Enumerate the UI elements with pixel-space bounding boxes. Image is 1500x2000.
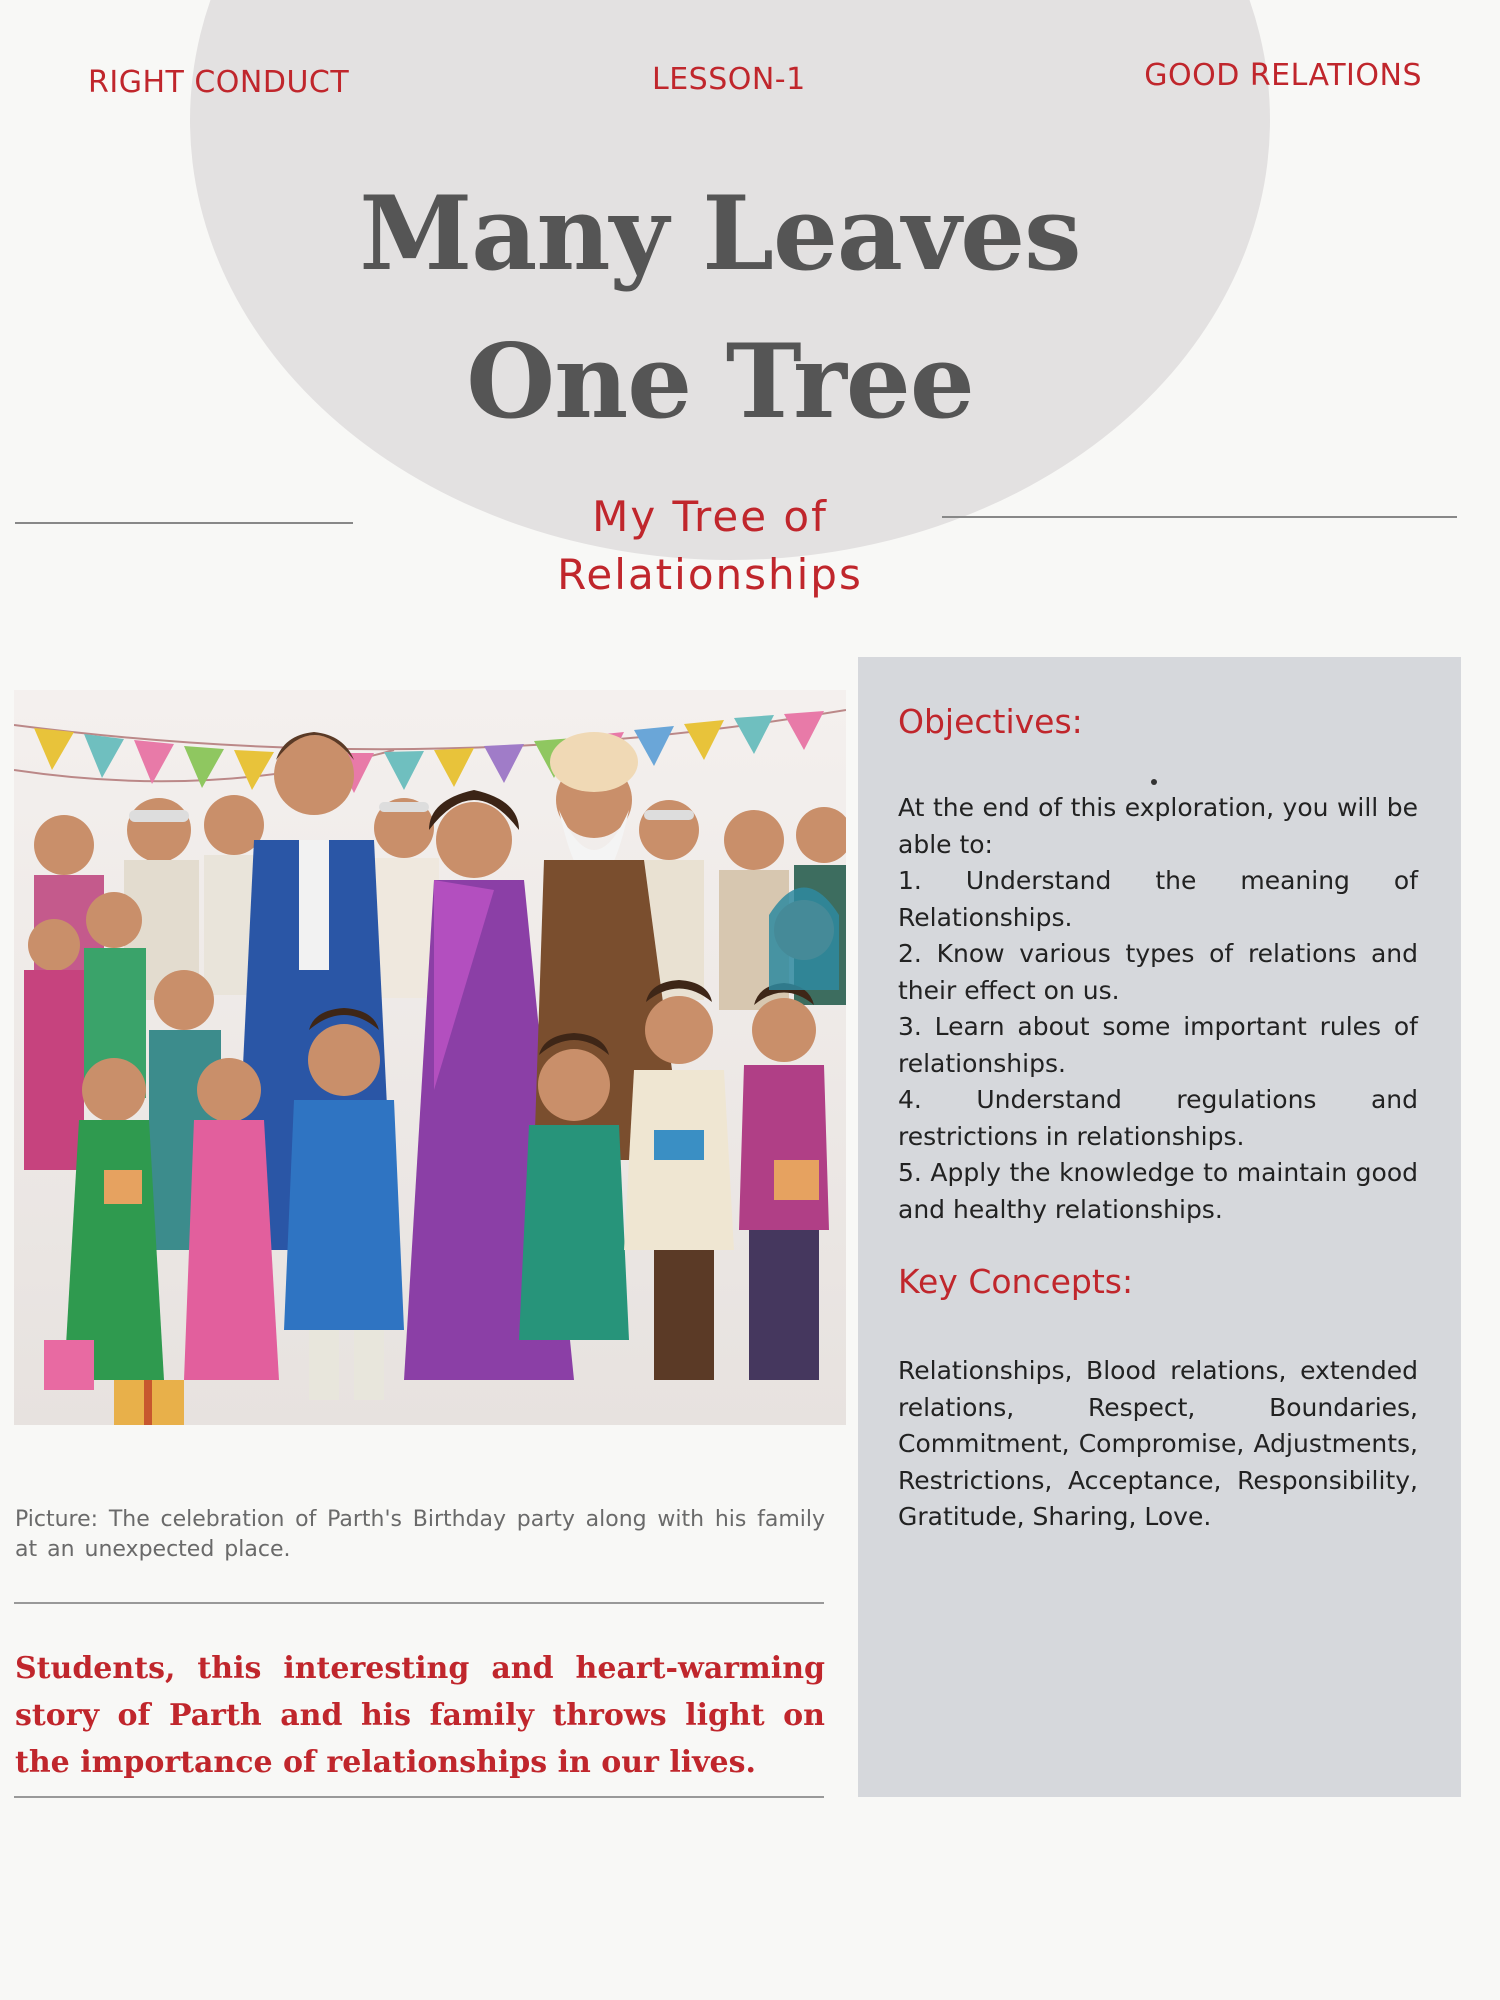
header-lesson: LESSON-1 (652, 62, 806, 97)
family-illustration-art (14, 690, 846, 1425)
objective-item: 2. Know various types of relations and their effect on us. (898, 939, 1418, 1005)
title-line-2: One Tree (466, 322, 974, 442)
subtitle-line-1: My Tree of (592, 492, 828, 541)
divider-caption-top (14, 1602, 824, 1604)
header-topic: GOOD RELATIONS (1144, 58, 1422, 93)
family-illustration (14, 690, 846, 1425)
objective-item: 1. Understand the meaning of Relationships. (898, 866, 1418, 932)
divider-caption-bottom (14, 1796, 824, 1798)
objective-item: 4. Understand regulations and restrictions in relationships. (898, 1085, 1418, 1151)
illustration-caption: Picture: The celebration of Parth's Birthday party along with his family at an unexpected place. (15, 1507, 825, 1562)
objectives-list (898, 790, 1418, 1228)
stray-dot (1151, 779, 1157, 785)
subtitle-line-2: Relationships (557, 550, 863, 599)
page-title (0, 160, 1440, 456)
key-concepts-heading: Key Concepts: (898, 1262, 1134, 1301)
objectives-heading: Objectives: (898, 702, 1083, 741)
objectives-lead: At the end of this exploration, you will be able to: (898, 793, 1418, 859)
objectives-panel (858, 657, 1461, 1797)
objective-item: 5. Apply the knowledge to maintain good and healthy relationships. (898, 1158, 1418, 1224)
objective-item: 3. Learn about some important rules of relationships. (898, 1012, 1418, 1078)
header-subject: RIGHT CONDUCT (88, 65, 350, 100)
divider-left (15, 522, 353, 524)
subtitle (500, 488, 920, 604)
title-line-1: Many Leaves (359, 174, 1081, 294)
intro-text: Students, this interesting and heart-warming story of Parth and his family throws light on the importance of relationships in our lives. (15, 1651, 825, 1780)
divider-right (942, 516, 1457, 518)
key-concepts-text: Relationships, Blood relations, extended relations, Respect, Boundaries, Commitment, Compromise, Adjustments, Restrictions, Acceptance, Responsibility, Gratitude, Sharing, Love. (898, 1356, 1418, 1531)
